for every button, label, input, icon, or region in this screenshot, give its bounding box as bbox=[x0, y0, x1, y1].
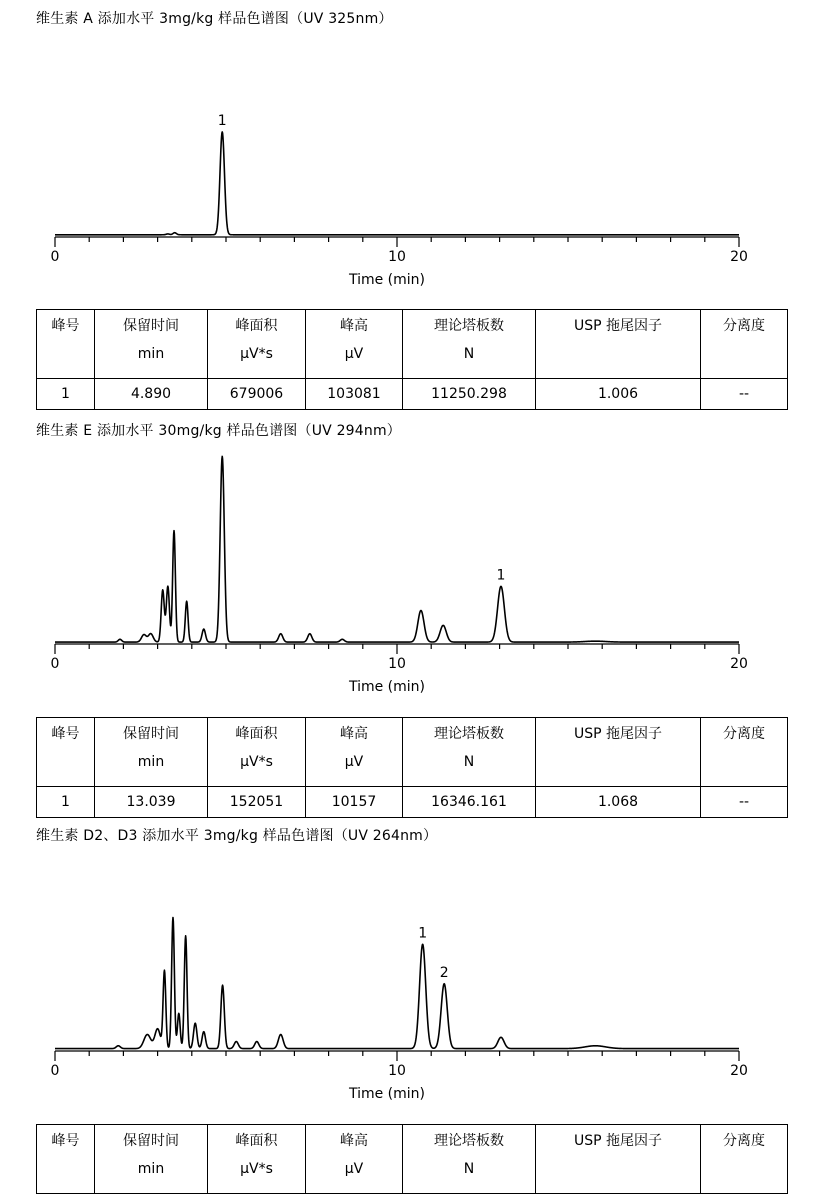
table-header-cell bbox=[37, 310, 95, 379]
table-cell: 1 bbox=[37, 379, 95, 410]
header-unit: µV*s bbox=[240, 346, 273, 362]
header-name: 保留时间 bbox=[123, 1133, 179, 1149]
table-header-cell bbox=[306, 1125, 403, 1194]
table-cell: 16346.161 bbox=[403, 787, 536, 818]
table-cell: 1.006 bbox=[536, 379, 701, 410]
results-table-vitamin-a bbox=[36, 309, 788, 410]
header-name: 保留时间 bbox=[123, 318, 179, 334]
chromatogram-vitamin-a bbox=[0, 110, 827, 288]
table-header-cell bbox=[208, 310, 306, 379]
table-header-cell bbox=[95, 310, 208, 379]
chromatogram-trace bbox=[55, 456, 739, 642]
table-header-cell bbox=[701, 1125, 788, 1194]
header-name: 理论塔板数 bbox=[434, 318, 504, 334]
peak-label: 1 bbox=[217, 112, 227, 129]
header-name: 峰面积 bbox=[235, 318, 278, 334]
table-header-cell bbox=[536, 310, 701, 379]
header-unit: min bbox=[137, 346, 165, 362]
table-cell: 10157 bbox=[306, 787, 403, 818]
chromatogram-trace bbox=[55, 918, 739, 1049]
chart-title-vitamin-d: 维生素 D2、D3 添加水平 3mg/kg 样品色谱图（UV 264nm） bbox=[36, 828, 438, 844]
peak-label: 2 bbox=[439, 964, 449, 981]
table-cell: 11250.298 bbox=[403, 379, 536, 410]
header-unit: min bbox=[137, 754, 165, 770]
header-unit: N bbox=[463, 754, 475, 770]
results-table-vitamin-d bbox=[36, 1124, 788, 1194]
x-tick-label: 20 bbox=[730, 656, 748, 672]
header-unit: µV*s bbox=[240, 754, 273, 770]
table-header-cell bbox=[37, 718, 95, 787]
header-name: USP 拖尾因子 bbox=[573, 726, 663, 742]
peak-label: 1 bbox=[418, 925, 428, 942]
table-header-cell bbox=[37, 1125, 95, 1194]
table-cell: -- bbox=[701, 787, 788, 818]
results-table-vitamin-e bbox=[36, 717, 788, 818]
table-header-cell bbox=[208, 718, 306, 787]
header-name: 峰高 bbox=[340, 318, 368, 334]
x-tick-label: 20 bbox=[730, 249, 748, 265]
header-name: 分离度 bbox=[723, 726, 765, 742]
table-header-cell bbox=[306, 718, 403, 787]
table-cell: 103081 bbox=[306, 379, 403, 410]
table-header-cell bbox=[95, 718, 208, 787]
table-cell: 1 bbox=[37, 787, 95, 818]
table-cell: 1.068 bbox=[536, 787, 701, 818]
header-name: 理论塔板数 bbox=[434, 1133, 504, 1149]
header-name: 峰号 bbox=[51, 318, 80, 334]
x-tick-label: 0 bbox=[50, 1063, 60, 1079]
x-tick-label: 10 bbox=[388, 1063, 406, 1079]
table-header-cell bbox=[536, 1125, 701, 1194]
header-unit: N bbox=[463, 346, 475, 362]
header-unit: µV bbox=[344, 754, 364, 770]
header-name: 分离度 bbox=[723, 1133, 765, 1149]
header-name: 理论塔板数 bbox=[434, 726, 504, 742]
header-unit: min bbox=[137, 1161, 165, 1177]
header-name: USP 拖尾因子 bbox=[573, 318, 663, 334]
table-cell: 152051 bbox=[208, 787, 306, 818]
table-header-cell bbox=[403, 718, 536, 787]
chromatogram-vitamin-e bbox=[0, 440, 827, 705]
x-tick-label: 0 bbox=[50, 656, 60, 672]
header-name: 峰面积 bbox=[235, 1133, 278, 1149]
header-unit: µV bbox=[344, 1161, 364, 1177]
chart-title-vitamin-e: 维生素 E 添加水平 30mg/kg 样品色谱图（UV 294nm） bbox=[36, 423, 402, 439]
header-name: 分离度 bbox=[723, 318, 765, 334]
header-unit: N bbox=[463, 1161, 475, 1177]
table-header-cell bbox=[95, 1125, 208, 1194]
x-tick-label: 10 bbox=[388, 656, 406, 672]
table-header-row bbox=[37, 310, 788, 379]
chart-title-vitamin-a: 维生素 A 添加水平 3mg/kg 样品色谱图（UV 325nm） bbox=[36, 11, 393, 27]
chromatogram-trace bbox=[55, 132, 739, 235]
header-name: 峰号 bbox=[51, 726, 80, 742]
table-cell: 13.039 bbox=[95, 787, 208, 818]
header-name: 峰面积 bbox=[235, 726, 278, 742]
chromatogram-vitamin-d bbox=[0, 910, 827, 1115]
table-cell: -- bbox=[701, 379, 788, 410]
x-axis-label: Time (min) bbox=[348, 679, 426, 695]
table-header-cell bbox=[208, 1125, 306, 1194]
x-axis-label: Time (min) bbox=[348, 272, 426, 288]
x-tick-label: 0 bbox=[50, 249, 60, 265]
header-unit: µV bbox=[344, 346, 364, 362]
table-header-cell bbox=[403, 310, 536, 379]
table-cell: 679006 bbox=[208, 379, 306, 410]
table-header-cell bbox=[306, 310, 403, 379]
x-tick-label: 20 bbox=[730, 1063, 748, 1079]
table-header-cell bbox=[701, 718, 788, 787]
table-header-row bbox=[37, 718, 788, 787]
x-axis-label: Time (min) bbox=[348, 1086, 426, 1102]
header-name: 保留时间 bbox=[123, 726, 179, 742]
header-name: 峰高 bbox=[340, 726, 368, 742]
table-cell: 4.890 bbox=[95, 379, 208, 410]
x-tick-label: 10 bbox=[388, 249, 406, 265]
table-header-cell bbox=[536, 718, 701, 787]
table-header-cell bbox=[403, 1125, 536, 1194]
table-header-cell bbox=[701, 310, 788, 379]
table-row bbox=[37, 379, 788, 410]
table-row bbox=[37, 787, 788, 818]
table-header-row bbox=[37, 1125, 788, 1194]
header-name: 峰号 bbox=[51, 1133, 80, 1149]
header-unit: µV*s bbox=[240, 1161, 273, 1177]
header-name: USP 拖尾因子 bbox=[573, 1133, 663, 1149]
header-name: 峰高 bbox=[340, 1133, 368, 1149]
peak-label: 1 bbox=[496, 567, 506, 584]
